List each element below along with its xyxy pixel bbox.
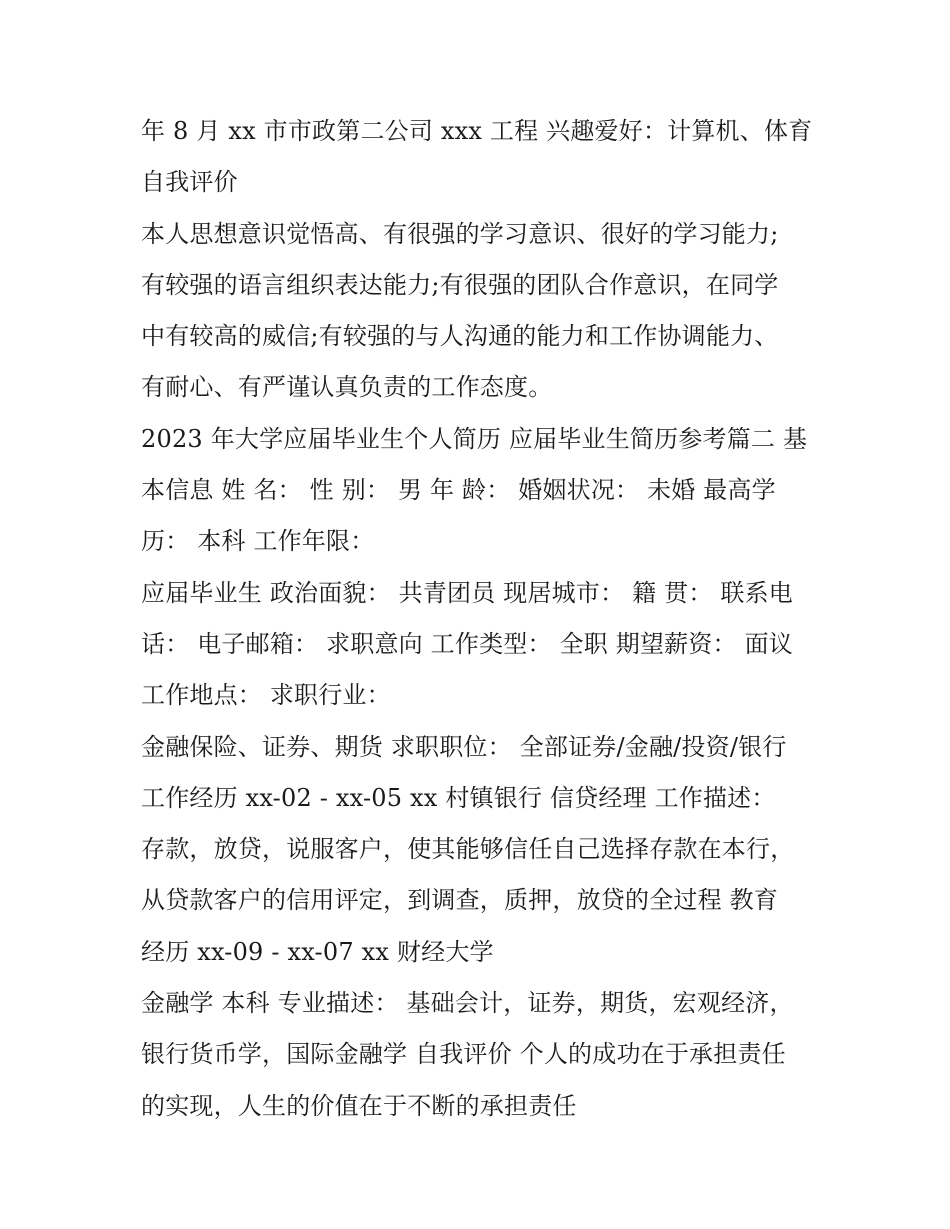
text-line: 本人思想意识觉悟高、有很强的学习意识、很好的学习能力; [141,219,779,248]
text-line: 金融学 本科 专业描述： 基础会计，证券，期货，宏观经济， [141,989,794,1018]
text-line: 工作经历 xx-02 - xx-05 xx 村镇银行 信贷经理 工作描述： [141,783,776,812]
text-line: 的实现，人生的价值在于不断的承担责任 [141,1091,577,1120]
text-line: 工作地点： 求职行业： [141,681,391,710]
text-line: 金融保险、证券、期货 求职职位： 全部证券/金融/投资/银行 [141,732,787,761]
text-line: 存款，放贷，说服客户，使其能够信任自己选择存款在本行， [141,835,795,864]
text-line: 本信息 姓 名： 性 别： 男 年 龄： 婚姻状况： 未婚 最高学 [141,476,776,505]
text-line: 有耐心、有严谨认真负责的工作态度。 [141,373,553,402]
text-line: 话： 电子邮箱： 求职意向 工作类型： 全职 期望薪资： 面议 [141,629,793,658]
text-line: 银行货币学，国际金融学 自我评价 个人的成功在于承担责任 [141,1040,786,1069]
document-body [141,108,821,1134]
text-line: 中有较高的威信;有较强的与人沟通的能力和工作协调能力、 [141,322,779,351]
text-line: 年 8 月 xx 市市政第二公司 xxx 工程 兴趣爱好：计算机、体育 [141,117,813,145]
text-line: 历： 本科 工作年限： [141,527,375,556]
text-line: 有较强的语言组织表达能力;有很强的团队合作意识，在同学 [141,270,779,299]
text-line: 应届毕业生 政治面貌： 共青团员 现居城市： 籍 贯： 联系电 [141,578,793,607]
text-line: 从贷款客户的信用评定，到调查，质押，放贷的全过程 教育 [141,886,779,915]
text-line: 自我评价 [141,168,238,197]
text-line: 2023 年大学应届毕业生个人简历 应届毕业生简历参考篇二 基 [141,424,808,453]
text-line: 经历 xx-09 - xx-07 xx 财经大学 [141,937,494,966]
